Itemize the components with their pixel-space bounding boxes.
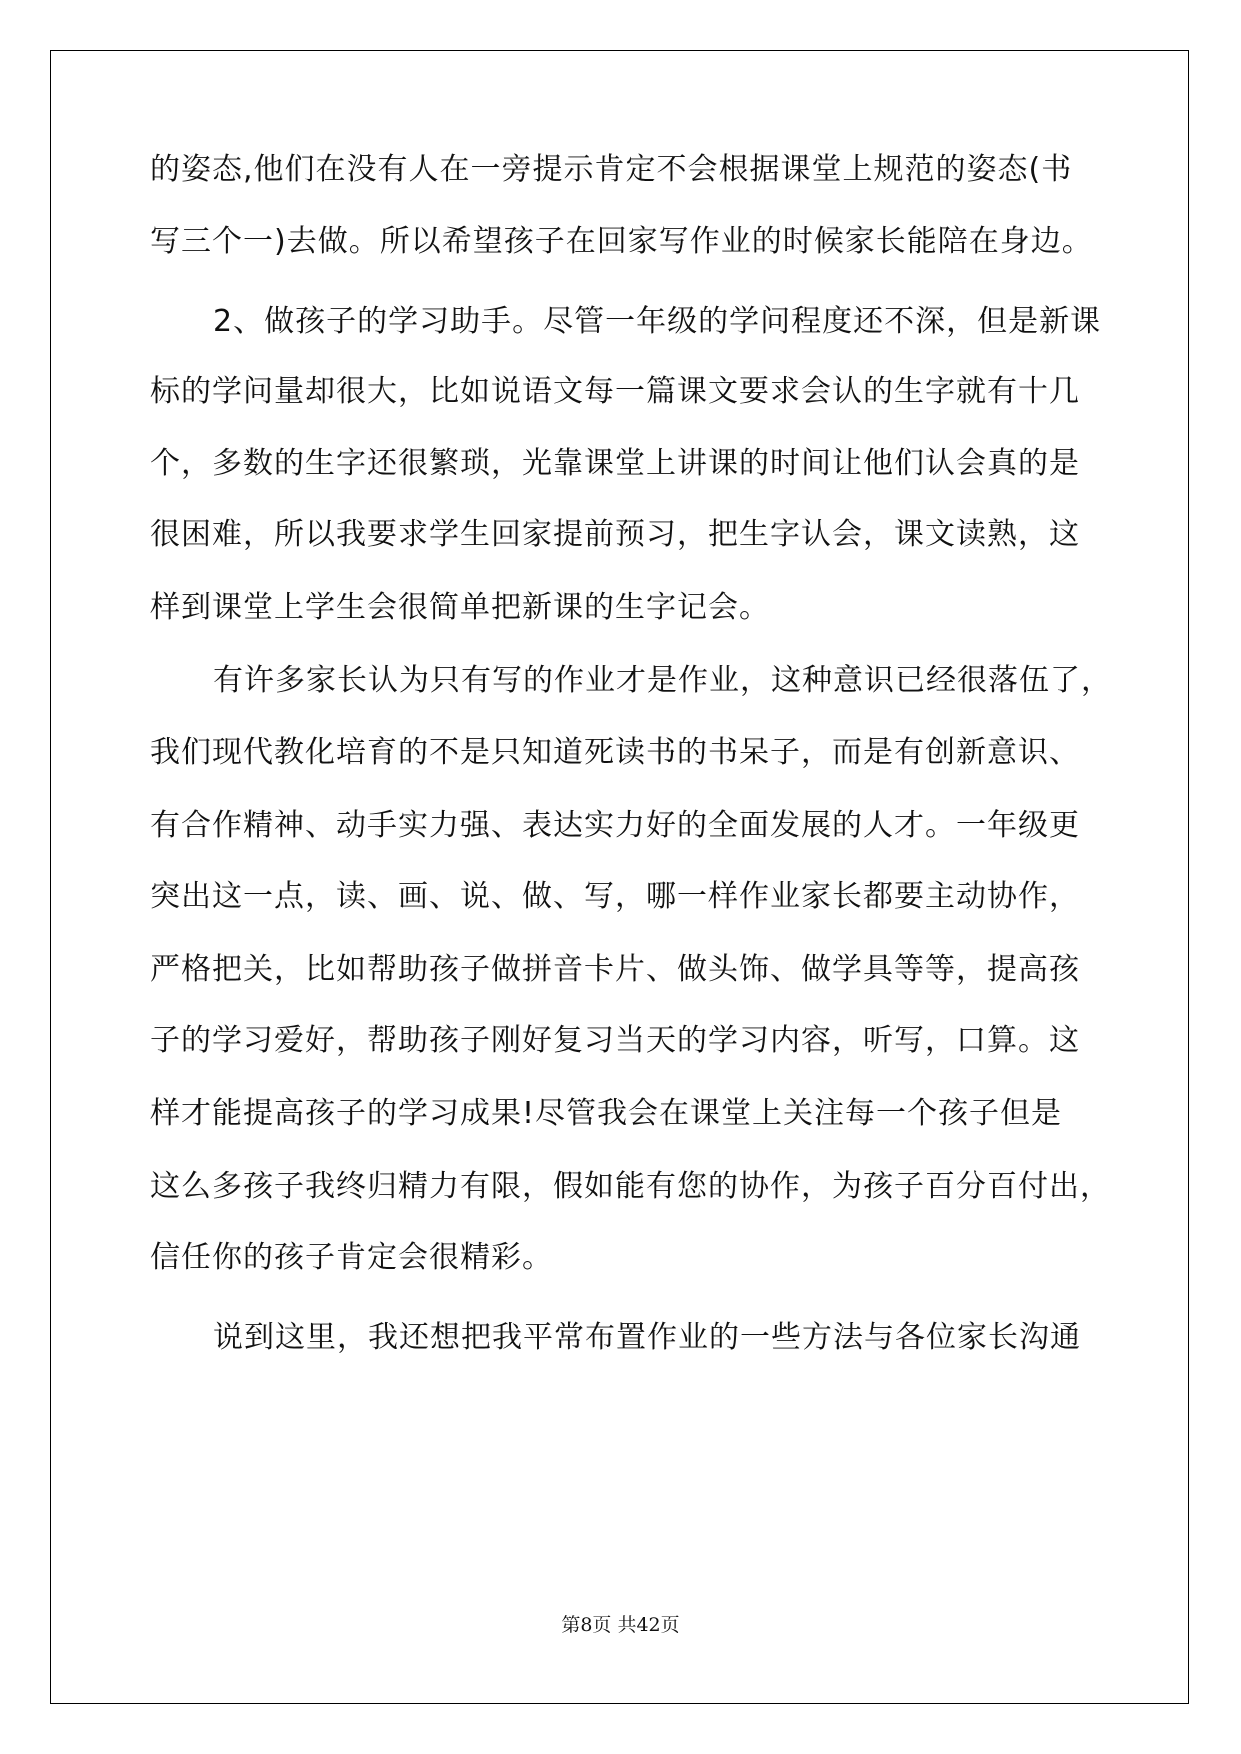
text-line: 2、做孩子的学习助手。尽管一年级的学问程度还不深，但是新课 xyxy=(213,304,1102,339)
text-line: 突出这一点，读、画、说、做、写，哪一样作业家长都要主动协作， xyxy=(150,879,1080,914)
text-line: 严格把关，比如帮助孩子做拼音卡片、做头饰、做学具等等，提高孩 xyxy=(150,952,1080,987)
text-line: 标的学问量却很大，比如说语文每一篇课文要求会认的生字就有十几 xyxy=(150,374,1080,409)
text-line: 我们现代教化培育的不是只知道死读书的书呆子，而是有创新意识、 xyxy=(150,735,1080,770)
text-line: 子的学习爱好，帮助孩子刚好复习当天的学习内容，听写，口算。这 xyxy=(150,1023,1080,1058)
text-line: 写三个一)去做。所以希望孩子在回家写作业的时候家长能陪在身边。 xyxy=(150,224,1093,259)
text-line: 说到这里，我还想把我平常布置作业的一些方法与各位家长沟通 xyxy=(213,1320,1081,1355)
page-footer: 第8页 共42页 xyxy=(561,1614,680,1636)
text-line: 样才能提高孩子的学习成果!尽管我会在课堂上关注每一个孩子但是 xyxy=(150,1096,1063,1131)
text-line: 的姿态,他们在没有人在一旁提示肯定不会根据课堂上规范的姿态(书 xyxy=(150,152,1073,187)
text-line: 有许多家长认为只有写的作业才是作业，这种意识已经很落伍了， xyxy=(213,663,1112,698)
text-line: 信任你的孩子肯定会很精彩。 xyxy=(150,1240,553,1275)
text-line: 个，多数的生字还很繁琐，光靠课堂上讲课的时间让他们认会真的是 xyxy=(150,446,1080,481)
text-line: 样到课堂上学生会很简单把新课的生字记会。 xyxy=(150,590,770,625)
text-line: 很困难，所以我要求学生回家提前预习，把生字认会，课文读熟，这 xyxy=(150,517,1080,552)
text-line: 这么多孩子我终归精力有限，假如能有您的协作，为孩子百分百付出， xyxy=(150,1169,1111,1204)
text-line: 有合作精神、动手实力强、表达实力好的全面发展的人才。一年级更 xyxy=(150,808,1080,843)
